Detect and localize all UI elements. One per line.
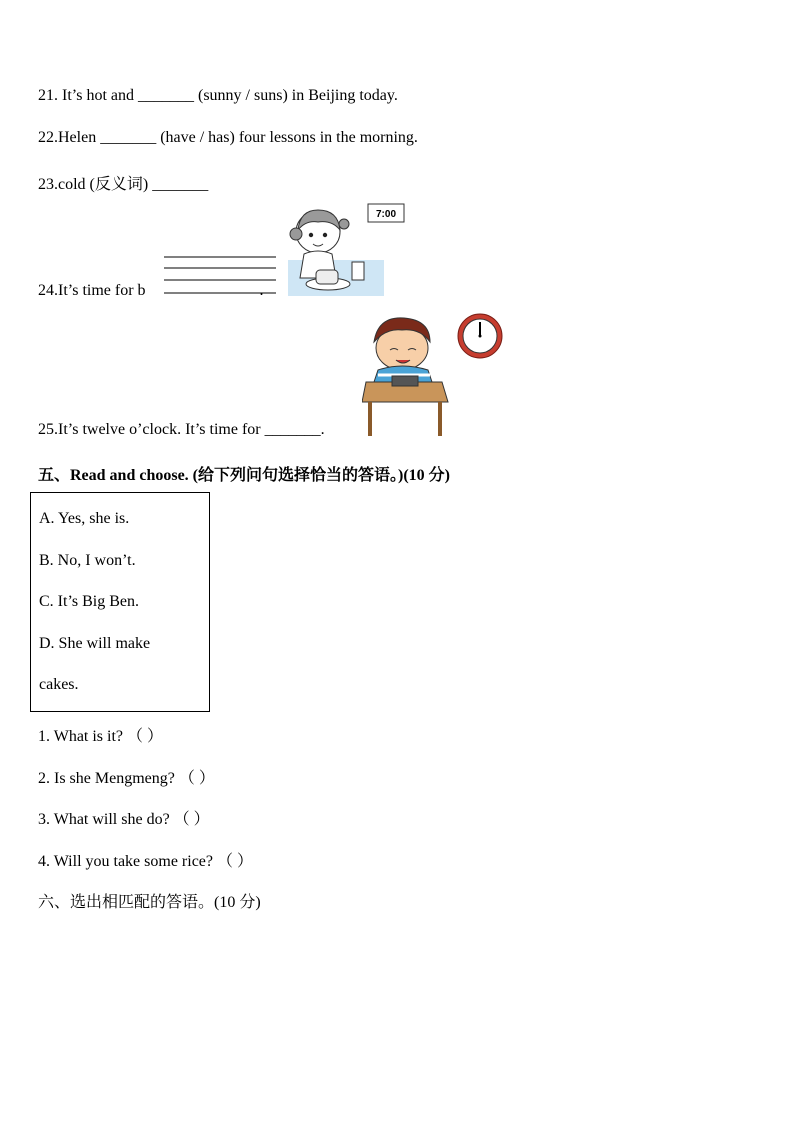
option-d-continued: cakes.: [39, 676, 79, 693]
question-24-end: .: [259, 282, 264, 299]
question-25: 25.It’s twelve o’clock. It’s time for _______.: [38, 421, 325, 438]
choice-question-4: 4. Will you take some rice? （ ）: [38, 853, 254, 870]
boy-lunch-illustration: [362, 312, 507, 440]
question-22: 22.Helen _______ (have / has) four lessons in the morning.: [38, 129, 418, 146]
question-23: 23.cold (反义词) _______: [38, 176, 209, 193]
clock-time-label: 7:00: [375, 209, 397, 220]
choice-question-3: 3. What will she do? （ ）: [38, 811, 210, 828]
section-6-title: 六、选出相匹配的答语。(10 分): [38, 894, 261, 911]
option-b: B. No, I won’t.: [39, 552, 136, 569]
section-5-title: 五、Read and choose. (给下列问句选择恰当的答语。)(10 分): [38, 467, 450, 484]
option-d: D. She will make: [39, 635, 151, 652]
girl-breakfast-illustration: [288, 202, 408, 297]
choice-question-1: 1. What is it? （ ）: [38, 728, 164, 745]
choice-question-2: 2. Is she Mengmeng? （ ）: [38, 770, 215, 787]
question-24-text: 24.It’s time for b: [38, 282, 146, 299]
question-21: 21. It’s hot and _______ (sunny / suns) in Beijing today.: [38, 87, 398, 104]
writing-lines: [160, 252, 280, 297]
option-c: C. It’s Big Ben.: [39, 593, 140, 610]
options-box: [30, 492, 210, 712]
option-a: A. Yes, she is.: [39, 510, 130, 527]
